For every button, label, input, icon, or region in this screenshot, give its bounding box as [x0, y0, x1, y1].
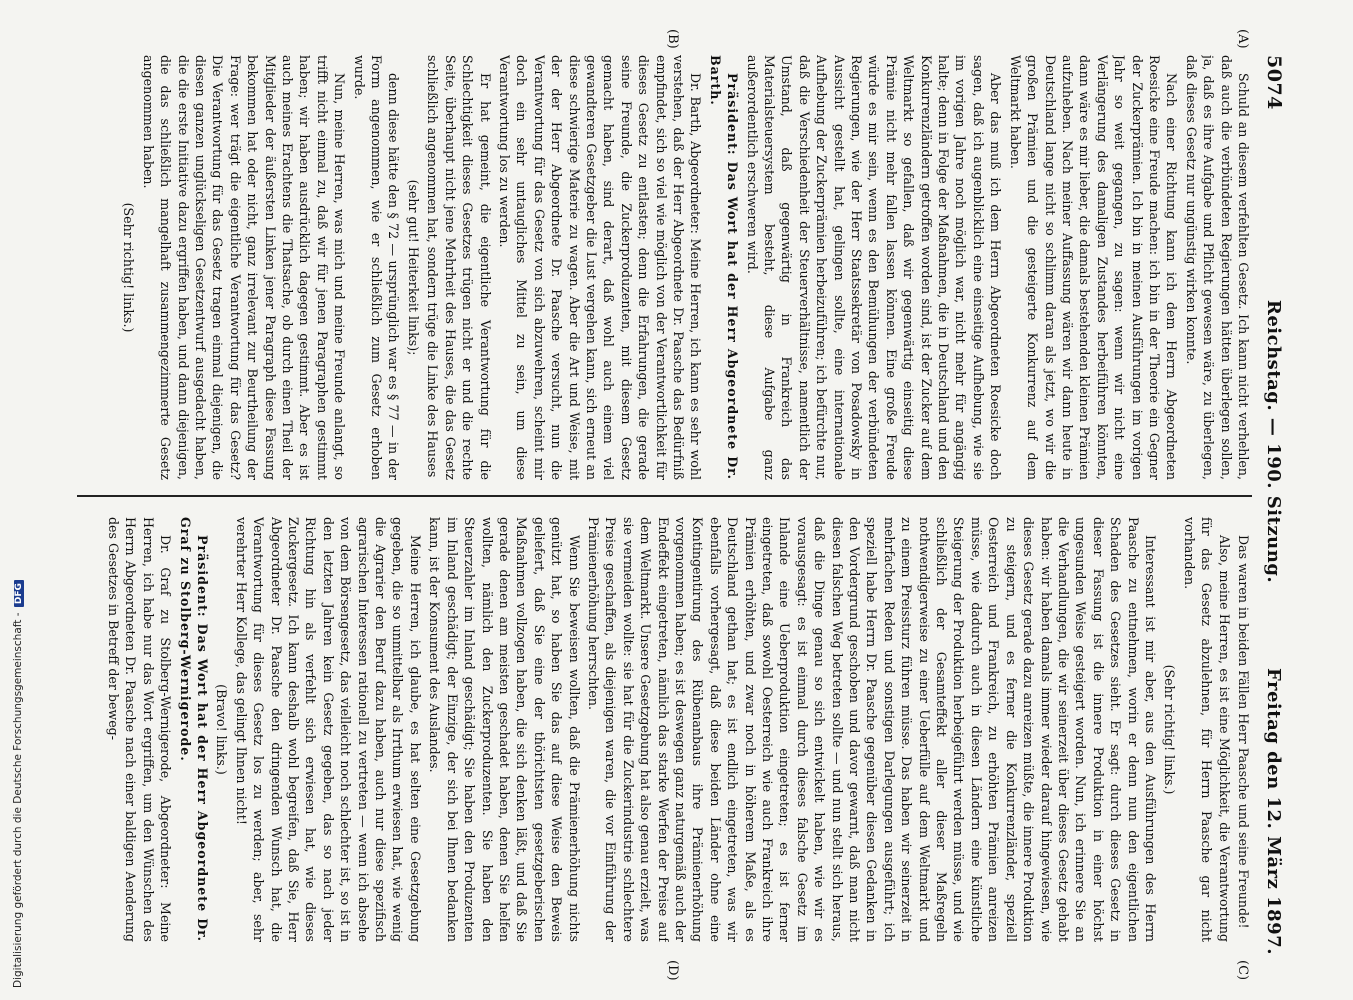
page-number: 5074 — [1263, 55, 1285, 110]
margin-mark-a: (A) — [1235, 29, 1250, 49]
page-header — [1258, 55, 1290, 955]
interjection: (sehr gut! Heiterkeit links); — [405, 179, 421, 356]
paragraph: Das waren in beiden Fällen Herr Paasche und seine Freunde! — [1236, 535, 1251, 929]
paragraph: Aber das muß ich dem Herrn Abgeordneten Roesicke doch sagen, daß ich augenblicklich eine einseitige Aufhebung, wie sie im vorigen Jahre noch möglich war, nicht mehr für angängig halte; denn in Folge der Maßnahmen, die in Deutschland und den Konkurrenzländern getroffen worden sind, ist der Zucker auf dem Weltmarkt so gefallen, daß wir gegenwärtig einseitig diese Prämie nicht mehr fallen lassen können. Eine große Freude würde es mir sein, wenn es den Bemühungen der verbündeten Regierungen, wie der Herr Staatssekretär von Posadowsky in Aussicht gestellt hat, gelingen sollte, eine internationale Aufhebung der Zuckerprämien herbeizuführen; ich befürchte nur, daß die Verschiedenheit der Steuerverhältnisse, namentlich der Umstand, daß gegenwärtig in Frankreich das Materialsteuersystem besteht, diese Aufgabe ganz außerordentlich erschweren wird. — [744, 55, 1004, 480]
left-column — [72, 55, 1252, 480]
interjection: (Bravo! links.) — [214, 684, 230, 775]
dfg-logo: DFG — [14, 580, 24, 607]
speaker-line: Präsident: Das Wort hat der Herr Abgeordnete Dr. Barth. — [707, 55, 741, 480]
right-column — [72, 517, 1252, 942]
document-page — [60, 29, 1290, 981]
margin-mark-d: (D) — [665, 960, 680, 981]
paragraph: Wenn Sie beweisen wollten, daß die Prämienerhöhung nichts genützt hat, so haben Sie das auf diese Weise den Beweis geliefert, daß Sie eine der thörichtsten gesetzgeberischen Maßnahmen vollzogen haben, die sich denken läßt, und daß Sie gerade denen am meisten geschadet haben, denen Sie helfen wollten, nämlich den Zuckerproduzenten. Sie haben den Steuerzahler im Inland geschädigt; Sie haben den Produzenten im Inland geschädigt; der Einzige, der sich bei Ihnen bedanken kann, ist der Konsument des Auslandes. — [427, 517, 582, 942]
interjection: (Sehr richtig! links.) — [121, 202, 137, 333]
footer-credit-text: Digitalisierung gefördert durch die Deutsche Forschungsgemeinschaft - — [12, 612, 24, 988]
footer-strip — [0, 0, 24, 1000]
margin-mark-b: (B) — [665, 29, 680, 49]
speaker-line: Präsident: Das Wort hat der Herr Abgeordnete Dr. Graf zu Stolberg-Wernigerode. — [177, 517, 211, 942]
paragraph: Dr. Graf zu Stolberg-Wernigerode, Abgeordneter: Meine Herren, ich habe nur das Wort ergriffen, um den Wünschen des Herrn Abgeordneten Dr. Paasche nach einer baldigen Aenderung des Gesetzes in Betreff der beweg- — [106, 517, 174, 942]
paragraph: Dr. Barth, Abgeordneter: Meine Herren, ich kann es sehr wohl verstehen, daß der Herr Abgeordnete Dr. Paasche das Bedürfniß empfindet, sich so viel wie möglich von der Verantwortlichkeit für dieses Gesetz zu entlasten; denn die Erfahrungen, die gerade seine Freunde, die Zuckerproduzenten, mit diesem Gesetz gemacht haben, sind derart, daß wohl auch einem viel gewandteren Gesetzgeber die Lust vergehen kann, sich erneut an diese schwierige Materie zu wagen. Aber die Art und Weise, mit der der Herr Abgeordnete Dr. Paasche versucht, nun die Verantwortung für das Gesetz von sich abzuwehren, scheint mir doch ein sehr untaugliches Mittel zu sein, um diese Verantwortung los zu werden. — [496, 55, 704, 480]
paragraph: Meine Herren, ich glaube, es hat selten eine Gesetzgebung gegeben, die so unmittelbar als Irrthum erwiesen hat, wie wenig die Agrarier den Beruf dazu haben, auch nur diese spezifisch agrarischen Interessen rationell zu vertreten — wenn ich absehe von dem Börsengesetz, das vielleicht noch schlechter ist, so ist in den letzten Jahren kein Gesetz gegeben, das so nach jeder Richtung hin als verfehlt sich erwiesen hat, wie dieses Zuckergesetz. Ich kann deshalb wohl begreifen, daß Sie, Herr Abgeordneter Dr. Paasche den dringenden Wunsch hat, die Verantwortung für dieses Gesetz los zu werden; aber, sehr verehrter Herr Kollege, das gelingt Ihnen nicht! — [233, 517, 423, 942]
paragraph: Interessant ist mir aber, aus den Ausführungen des Herrn Paasche zu entnehmen, worin er denn nun den eigentlichen Schaden des Gesetzes sieht. Er sagt: durch dieses Gesetz in dieser Fassung ist die innere Produktion in einer höchst ungesunden Weise gesteigert worden. Nun, ich erinnere Sie an die Verhandlungen, die wir seinerzeit über dieses Gesetz gehabt haben: wir haben damals immer wieder darauf hingewiesen, wie dieses Gesetz gerade dazu anreizen müßte, die innere Produktion zu steigern, und es ferner die Konkurrenzländer, speziell Oesterreich und Frankreich, zu erhöhten Prämien anreizen müsse, wie dadurch auch in diesen Ländern eine künstliche Steigerung der Produktion herbeigeführt werden müsse, und wie schließlich der Gesamteffekt aller dieser Maßregeln nothwendigerweise zu einer Ueberfülle auf dem Weltmarkt und zu einem Preissturz führen müsse. Das haben wir seinerzeit in mehrfachen Reden und sonstigen Darlegungen ausgeführt; ich speziell habe Herrn Dr. Paasche gegenüber diesen Gedanken in den Vordergrund geschoben und davor gewarnt, daß man nicht diesen falschen Weg betreten sollte — und nun stellt sich heraus, daß die Dinge genau so sich entwickelt haben, wie wir es vorausgesagt: es ist einmal durch dieses falsche Gesetz im Inlande eine Ueberproduktion eingetreten; es ist ferner eingetreten, daß sowohl Oesterreich wie auch Frankreich ihre Prämien erhöhten, und zwar noch in höherem Maße, als es Deutschland gethan hat; es ist endlich eingetreten, was wir ebenfalls vorhergesagt, daß diese beiden Länder ohne eine Kontingentirung des Rübenanbaus ihre Prämienerhöhung vorgenommen haben; es ist deswegen ganz naturgemäß auch der Endeffekt eingetreten, nämlich das starke Werfen der Preise auf dem Weltmarkt. Unsere Gesetzgebung hat also genau erzielt, was sie vermeiden wollte: sie hat für die Zuckerindustrie schlechtere Preise geschaffen, als diejenigen waren, die vor Einführung der Prämienerhöhung herrschten. — [585, 517, 1158, 942]
column-divider — [77, 495, 1252, 497]
session-title: Reichstag. — 190. Sitzung. — [1263, 299, 1285, 584]
paragraph: Er hat gemeint, die eigentliche Verantwortung für die Schlechtigkeit dieses Gesetzes trügen nicht er und die rechte Seite, überhaupt nicht jene Mehrheit des Hauses, die das Gesetz schließlich angenommen hat, sondern trüge die Linke des Hauses — [425, 55, 493, 480]
paragraph: Schuld an diesem verfehlten Gesetz. Ich kann nicht verhehlen, daß auch die verbündeten Regierungen hätten überlegen sollen, ja, daß es ihre Aufgabe und Pflicht gewesen wäre, zu überlegen, daß dieses Gesetz nur ungünstig wirken konnte. — [1183, 55, 1251, 480]
session-date: Freitag den 12. März 1897. — [1263, 668, 1285, 955]
paragraph: Nun, meine Herren, was mich und meine Freunde anlangt, so trifft nicht einmal zu, daß wir für jenen Paragraphen gestimmt haben; wir haben ausdrücklich dagegen gestimmt. Aber es ist auch meines Erachtens die Thatsache, ob durch einen Theil der Mitglieder der äußersten Linken jener Paragraph diese Fassung bekommen hat oder nicht, ganz irrelevant zur Beurtheilung der Frage: wer trägt die eigentliche Verantwortung für das Gesetz? Die Verantwortung für das Gesetz tragen einmal diejenigen, die diesen ganzen unglückseligen Gesetzentwurf ausgedacht haben, die die erste Initiative dazu ergriffen haben, und dann diejenigen, die das schließlich mangelhaft zusammengezimmerte Gesetz angenommen haben. — [140, 55, 348, 480]
interjection: (Sehr richtig! links.) — [1162, 664, 1178, 795]
paragraph: Nach einer Richtung kann ich dem Herrn Abgeordneten Roesicke eine Freude machen: ich bin in der Theorie ein Gegner der Zuckerprämien. Ich bin in meinen Ausführungen im vorigen Jahr so weit gegangen, zu sagen: wenn wir nicht eine Verlängerung des damaligen Zustandes herbeiführen könnten, dann wäre es mir lieber, die damals bestehenden kleinen Prämien aufzuheben. Nach meiner Auffassung wären wir dann heute in Deutschland lange nicht so schlimm daran als jetzt, wo wir die großen Prämien und die gesteigerte Konkurrenz auf dem Weltmarkt haben. — [1007, 55, 1180, 480]
paragraph: denn diese hätte den § 72 — ursprünglich war es § 77 — in der Form angenommen, wie er schließlich zum Gesetz erhoben wurde. — [351, 55, 402, 480]
margin-mark-c: (C) — [1235, 960, 1250, 981]
footer-credit — [12, 580, 24, 988]
paragraph: Also, meine Herren, es ist eine Möglichkeit, die Verantwortung für das Gesetz abzulehnen, für Herrn Paasche gar nicht vorhanden. — [1181, 517, 1232, 942]
